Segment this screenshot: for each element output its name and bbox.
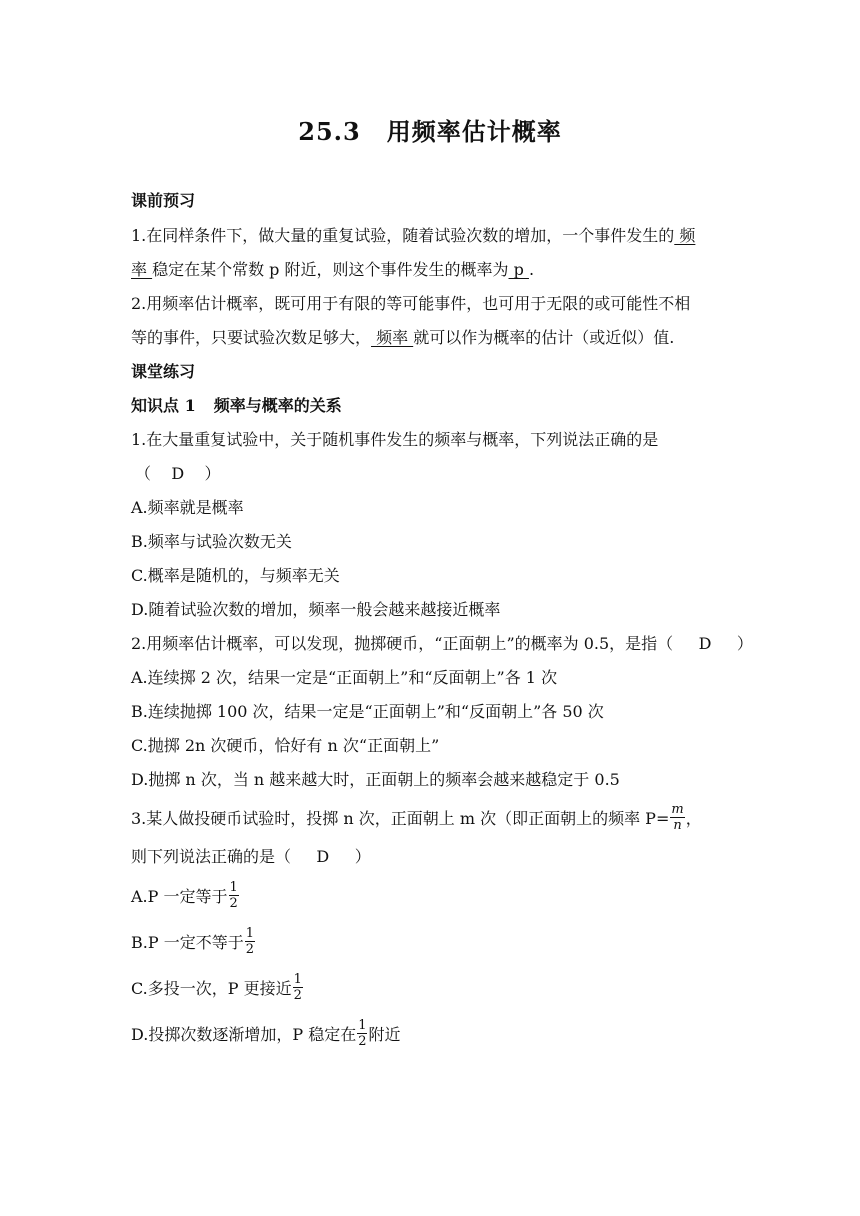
q2-option-d: D.抛掷 n 次，当 n 越来越大时，正面朝上的频率会越来越稳定于 0.5 [131,770,620,789]
fraction-one-half: $\frac{1}{2}$ [245,926,254,957]
fraction-one-half: $\frac{1}{2}$ [358,1018,367,1049]
q3-stem-line1: 3.某人做投硬币试验时，投掷 n 次，正面朝上 m 次（即正面朝上的频率 P= $\frac{m}{n}$ ， [131,802,702,833]
q2-option-c: C.抛掷 2n 次硬币，恰好有 n 次“正面朝上” [131,736,440,755]
answer-blank: p [508,260,529,279]
preview-q1-line1: 1.在同样条件下，做大量的重复试验，随着试验次数的增加，一个事件发生的 频 [131,226,696,245]
q2-stem: 2.用频率估计概率，可以发现，抛掷硬币，“正面朝上”的概率为 0.5，是指（ D ） [131,634,753,653]
q2-option-b: B.连续抛掷 100 次，结果一定是“正面朝上”和“反面朝上”各 50 次 [131,702,604,721]
q1-answer: （ D ） [135,464,221,483]
q1-option-d: D.随着试验次数的增加，频率一般会越来越接近概率 [131,600,501,619]
preview-q2-line1: 2.用频率估计概率，既可用于有限的等可能事件，也可用于无限的或可能性不相 [131,294,691,313]
knowledge-point-heading: 知识点 1 频率与概率的关系 [131,396,342,415]
fraction-one-half: $\frac{1}{2}$ [229,880,238,911]
section-number: 25.3 [298,117,361,146]
q3-option-a: A.P 一定等于 $\frac{1}{2}$ [131,880,238,911]
q3-option-c: C.多投一次，P 更接近 $\frac{1}{2}$ [131,972,302,1003]
preview-q1-line2: 率 稳定在某个常数 p 附近，则这个事件发生的概率为 p . [131,260,535,279]
answer-blank: 频率 [371,328,414,347]
preview-heading: 课前预习 [131,191,196,210]
q1-option-c: C.概率是随机的，与频率无关 [131,566,340,585]
q1-option-a: A.频率就是概率 [131,498,244,517]
practice-heading: 课堂练习 [131,362,196,381]
preview-q2-line2: 等的事件，只要试验次数足够大， 频率 就可以作为概率的估计（或近似）值. [131,328,675,347]
q3-stem-line2: 则下列说法正确的是（ D ） [131,847,371,866]
q3-option-b: B.P 一定不等于 $\frac{1}{2}$ [131,926,254,957]
answer-blank: 频 [674,226,696,245]
fraction-one-half: $\frac{1}{2}$ [293,972,302,1003]
q1-stem: 1.在大量重复试验中，关于随机事件发生的频率与概率，下列说法正确的是 [131,430,659,449]
fraction-m-over-n: $\frac{m}{n}$ [671,802,684,833]
q3-option-d: D.投掷次数逐渐增加，P 稳定在 $\frac{1}{2}$ 附近 [131,1018,401,1049]
answer-blank: 率 [131,260,153,279]
q2-option-a: A.连续掷 2 次，结果一定是“正面朝上”和“反面朝上”各 1 次 [131,668,558,687]
q1-option-b: B.频率与试验次数无关 [131,532,292,551]
section-title: 用频率估计概率 [386,117,562,146]
page-title [0,112,860,147]
